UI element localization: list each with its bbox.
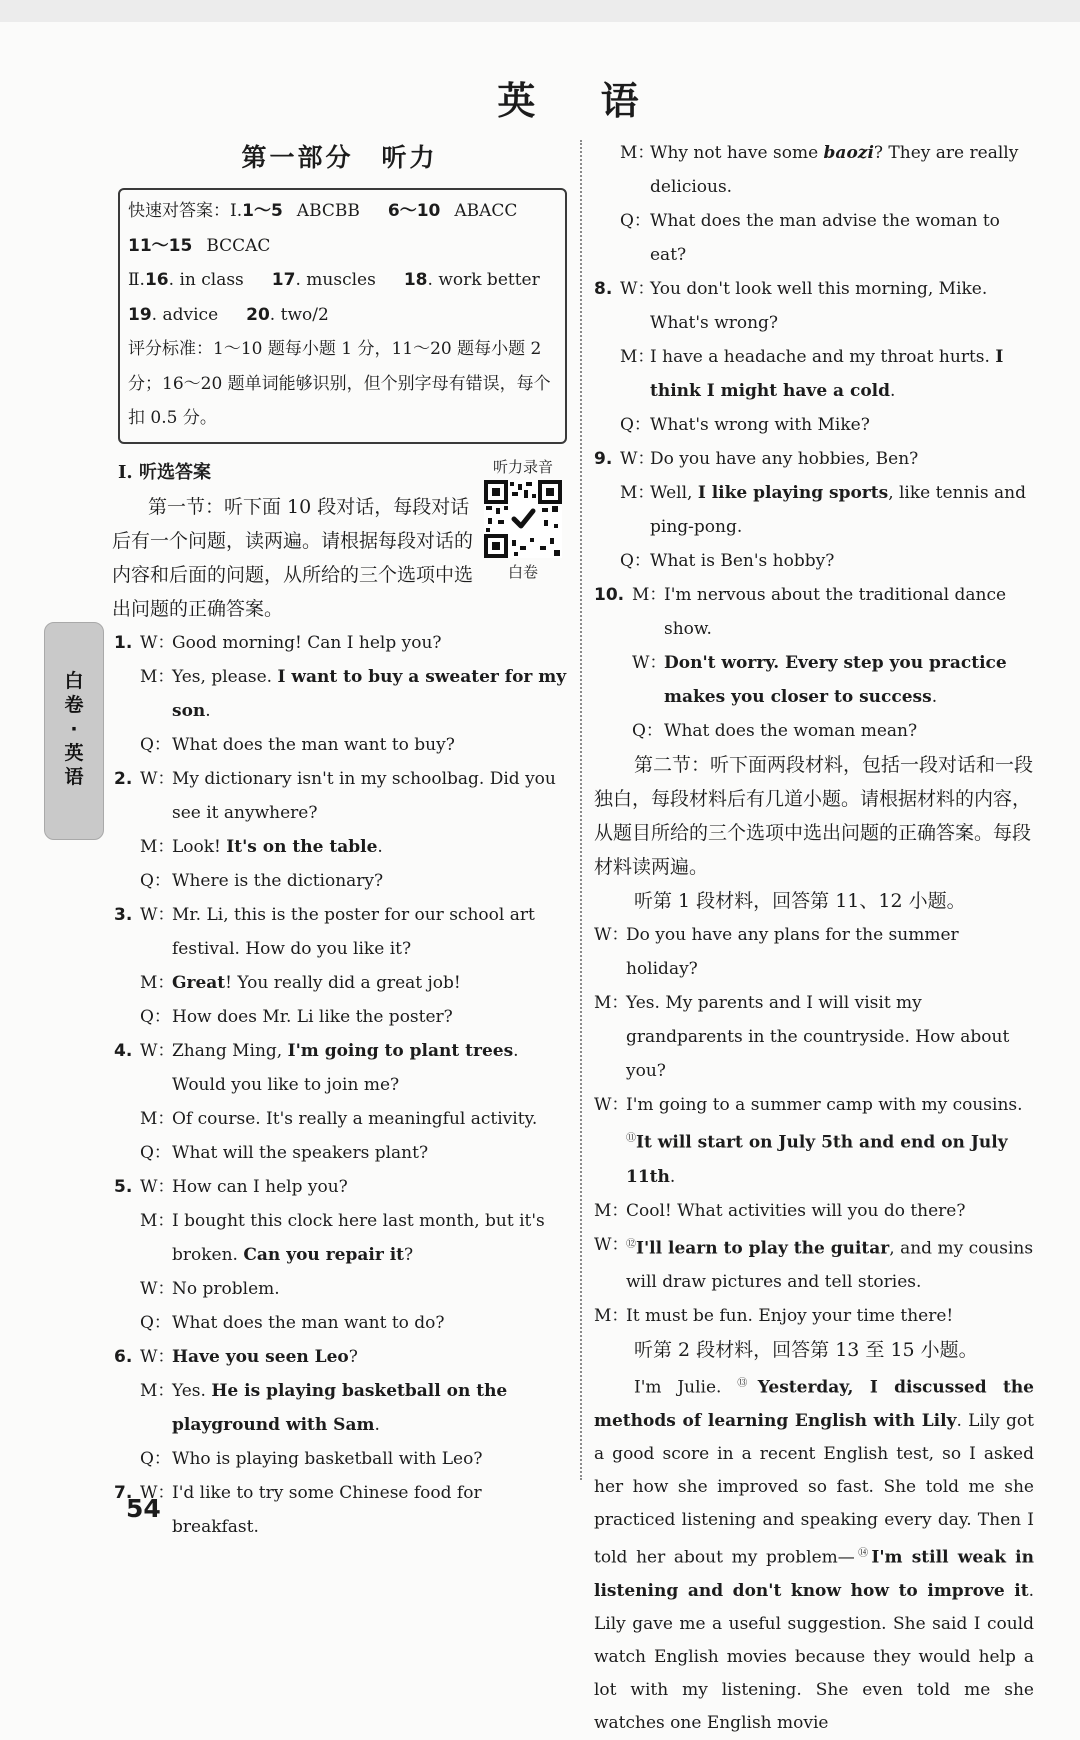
- dialogue-line: [112, 1272, 567, 1306]
- key-phrase: I'm still weak in listening and don't know how to improve it: [594, 1547, 1034, 1601]
- answer-label: Ⅱ.: [128, 270, 145, 290]
- answer-range: 6～10: [387, 201, 441, 221]
- dialogue-text: , and my cousins will draw pictures and tell stories.: [626, 1238, 1034, 1293]
- answer-row-3: Ⅱ.16. in class 17. muscles 18. work better: [128, 270, 540, 290]
- dialogue-line: [112, 626, 567, 660]
- part1-heading: Ⅰ. 听选答案: [118, 461, 211, 483]
- section2-intro: 第二节：听下面两段材料，包括一段对话和一段独白，每段材料后有几道小题。请根据材料的内容，从题目所给的三个选项中选出问题的正确答案。每段材料读两遍。: [594, 754, 1034, 878]
- question-text: What does the woman mean?: [664, 721, 918, 741]
- key-phrase: Great: [172, 972, 226, 993]
- dialogue-text: Look!: [172, 836, 227, 857]
- part1-intro: 第一节：听下面 10 段对话，每段对话后有一个问题，读两遍。请根据每段对话的内容和后面的问题，从所给的三个选项中选出问题的正确答案。: [112, 495, 474, 620]
- dialogue-line: [112, 1476, 567, 1544]
- dialogue-text: Cool! What activities will you do there?: [626, 1200, 966, 1221]
- dialogue-line: [594, 578, 1034, 646]
- dialogue-line: [112, 864, 567, 898]
- speaker: Q：: [620, 551, 651, 571]
- speaker: W：: [140, 904, 175, 925]
- key-phrase: I'll learn to play the guitar: [636, 1238, 890, 1259]
- speaker: W：: [140, 1040, 175, 1061]
- speaker: M：: [140, 1380, 175, 1401]
- question-text: What does the man want to buy?: [172, 734, 455, 755]
- question-number: 1.: [114, 632, 133, 653]
- dialogue-line: [594, 408, 1034, 442]
- dialogue-text: You don't look well this morning, Mike. What's wrong?: [650, 279, 988, 333]
- side-tab: [44, 622, 104, 840]
- key-phrase: baozi: [823, 143, 874, 163]
- material-line: [594, 918, 1034, 986]
- dialogue-line: [594, 136, 1034, 204]
- question-number: 4.: [114, 1040, 133, 1061]
- key-phrase: Don't worry. Every step you practice makes you closer to success: [664, 653, 1007, 707]
- question-text: How does Mr. Li like the poster?: [172, 1006, 453, 1027]
- top-band: [0, 0, 1080, 22]
- question-marker: ⑬: [737, 1378, 758, 1390]
- key-phrase: It will start on July 5th and end on July 11th: [626, 1132, 1008, 1187]
- monologue-part: . Lily gave me a useful suggestion. She said I could watch English movies because they would help a lot with my listening. She even told me she watches one English movie: [594, 1580, 1034, 1733]
- dialogue-line: [594, 340, 1034, 408]
- key-phrase: Have you seen Leo: [172, 1346, 349, 1367]
- key-phrase: He is playing basketball on the playground with Sam: [172, 1380, 508, 1435]
- dialogue-text: How can I help you?: [172, 1176, 348, 1197]
- dialogue-text: I'm nervous about the traditional dance show.: [664, 585, 1007, 639]
- dialogue-text: Good morning! Can I help you?: [172, 632, 442, 653]
- question-number: 7.: [114, 1482, 133, 1503]
- dialogue-text: Why not have some: [650, 143, 824, 163]
- side-tab-char: 英: [64, 742, 84, 764]
- speaker: W：: [632, 653, 667, 673]
- answer-range: 11～15: [128, 235, 193, 256]
- answer-keys: BCCAC: [206, 235, 271, 256]
- dialogue-text: ! You really did a great job!: [225, 972, 461, 993]
- speaker: Q：: [140, 1312, 171, 1333]
- question-text: Who is playing basketball with Leo?: [172, 1448, 483, 1469]
- speaker: W：: [594, 925, 629, 945]
- material1-heading: 听第 1 段材料，回答第 11、12 小题。: [634, 890, 966, 912]
- dialogue-line: [112, 1204, 567, 1272]
- speaker: M：: [594, 1306, 629, 1327]
- question-number: 8.: [594, 279, 613, 299]
- answer-number: 20: [246, 304, 270, 325]
- qr-block: [479, 456, 567, 582]
- answer-word: advice: [162, 304, 219, 325]
- dialogue-text: . Would you like to join me?: [172, 1040, 519, 1095]
- answer-word: two/2: [280, 304, 329, 325]
- answer-row-2: [128, 229, 557, 264]
- speaker: Q：: [140, 734, 171, 755]
- dialogue-text: Yes, please.: [172, 666, 278, 687]
- qr-top-label: 听力录音: [492, 457, 553, 476]
- dialogue-line: [594, 272, 1034, 340]
- dialogue-text: My dictionary isn't in my schoolbag. Did you see it anywhere?: [172, 768, 556, 823]
- dialogue-text: Zhang Ming,: [172, 1040, 288, 1061]
- dialogue-line: [112, 830, 567, 864]
- speaker: W：: [140, 632, 175, 653]
- dialogue-line: [112, 1170, 567, 1204]
- answer-word: muscles: [306, 270, 376, 290]
- dialogue-line: [594, 714, 1034, 748]
- section-title: 第一部分 听力: [241, 143, 438, 172]
- answer-word: work better: [438, 270, 540, 290]
- dialogue-line: [112, 898, 567, 966]
- speaker: W：: [620, 279, 655, 299]
- answer-number: 18: [403, 270, 428, 290]
- answer-number: 17: [271, 270, 296, 290]
- dialogue-text: Do you have any plans for the summer holiday?: [626, 925, 959, 979]
- dialogue-text: Mr. Li, this is the poster for our school art festival. How do you like it?: [172, 904, 535, 959]
- side-tab-char: 卷: [64, 694, 84, 716]
- column-divider: [580, 140, 582, 1480]
- left-column: [112, 136, 567, 1544]
- question-text: What will the speakers plant?: [172, 1142, 429, 1163]
- dialogue-line: [594, 544, 1034, 578]
- speaker: M：: [594, 1200, 629, 1221]
- speaker: M：: [620, 143, 655, 163]
- dialogue-text: No problem.: [172, 1278, 280, 1299]
- key-phrase: I'm going to plant trees: [287, 1040, 514, 1061]
- dialogue-text: I'm going to a summer camp with my cousins.: [626, 1095, 1023, 1115]
- answer-number: 16: [144, 270, 169, 290]
- speaker: Q：: [140, 1142, 171, 1163]
- dialogue-line: [594, 646, 1034, 714]
- dialogue-line: [112, 762, 567, 830]
- answer-row-4: 19. advice 20. two/2: [128, 304, 329, 325]
- speaker: M：: [140, 1210, 175, 1231]
- answer-label: 快速对答案：Ⅰ.: [128, 201, 243, 221]
- dialogue-line: [112, 1000, 567, 1034]
- question-text: Where is the dictionary?: [172, 870, 384, 891]
- question-text: What is Ben's hobby?: [650, 551, 835, 571]
- question-number: 9.: [594, 449, 613, 469]
- dialogue-text: .: [669, 1166, 676, 1187]
- material-line: [594, 1228, 1034, 1300]
- dialogue-text: .: [931, 687, 938, 707]
- dialogue-text: Do you have any hobbies, Ben?: [650, 449, 919, 469]
- qr-bottom-label: 白卷: [507, 562, 538, 581]
- dialogue-text: Yes.: [172, 1380, 212, 1401]
- dialogue-line: [112, 966, 567, 1000]
- question-text: What does the man want to do?: [172, 1312, 445, 1333]
- dialogue-text: I have a headache and my throat hurts.: [650, 347, 996, 367]
- dialogue-line: [112, 1374, 567, 1442]
- key-phrase: I want to buy a sweater for my son: [172, 666, 567, 721]
- speaker: W：: [620, 449, 655, 469]
- answer-keys: ABACC: [454, 201, 518, 221]
- question-number: 3.: [114, 904, 133, 925]
- dialogue-text: .: [377, 836, 383, 857]
- dialogue-text: I'd like to try some Chinese food for breakfast.: [172, 1482, 482, 1537]
- answer-keys: ABCBB: [296, 201, 360, 221]
- key-phrase: Yesterday, I discussed the methods of learning English with Lily: [594, 1377, 1034, 1431]
- dialogue-line: [112, 1442, 567, 1476]
- speaker: M：: [140, 1108, 175, 1129]
- question-text: What does the man advise the woman to eat?: [650, 211, 1000, 265]
- material-line: [594, 986, 1034, 1088]
- dialogue-text: It must be fun. Enjoy your time there!: [626, 1306, 954, 1327]
- dialogue-line: [594, 204, 1034, 272]
- speaker: W：: [140, 1482, 175, 1503]
- speaker: M：: [140, 666, 175, 687]
- dialogue-text: Of course. It's really a meaningful activity.: [172, 1108, 538, 1129]
- speaker: Q：: [632, 721, 663, 741]
- key-phrase: It's on the table: [226, 836, 378, 857]
- answer-row-1: [128, 194, 557, 229]
- dialogue-text: Well,: [650, 483, 698, 503]
- dialogue-text: ? They are really delicious.: [650, 143, 1019, 197]
- dialogue-text: ?: [348, 1346, 358, 1367]
- quick-answer-box: [118, 188, 567, 444]
- dialogue-text: .: [205, 700, 211, 721]
- page-title: 英 语: [497, 78, 665, 123]
- monologue-part: I'm Julie.: [634, 1377, 738, 1398]
- speaker: W：: [140, 1278, 175, 1299]
- qr-code-icon[interactable]: [484, 480, 562, 558]
- material-line: [594, 1194, 1034, 1228]
- dialogue-line: [112, 660, 567, 728]
- dialogue-text: , like tennis and ping-pong.: [650, 483, 1026, 537]
- question-number: 10.: [594, 585, 625, 605]
- dialogue-line: [594, 442, 1034, 476]
- dialogue-text: I bought this clock here last month, but it's broken.: [172, 1210, 545, 1265]
- answer-number: 19: [128, 304, 152, 325]
- dialogue-line: [112, 1340, 567, 1374]
- speaker: W：: [140, 768, 175, 789]
- side-tab-char: 白: [64, 670, 84, 692]
- page-number: 54: [126, 1494, 161, 1523]
- question-marker: ⑪: [626, 1133, 636, 1144]
- question-number: 6.: [114, 1346, 133, 1367]
- dialogue-line: [112, 1034, 567, 1102]
- side-tab-char: 语: [64, 766, 84, 788]
- dialogue-text: Yes. My parents and I will visit my grandparents in the countryside. How about you?: [626, 993, 1010, 1081]
- part1-block: [112, 456, 567, 626]
- material2-heading: 听第 2 段材料，回答第 13 至 15 小题。: [634, 1339, 978, 1362]
- speaker: Q：: [140, 870, 171, 891]
- scoring-criteria: 评分标准：1～10 题每小题 1 分，11～20 题每小题 2 分；16～20 题单词能够识别，但个别字母有错误，每个扣 0.5 分。: [128, 339, 551, 428]
- speaker: W：: [140, 1176, 175, 1197]
- speaker: M：: [620, 347, 655, 367]
- dialogue-line: [594, 476, 1034, 544]
- dialogue-line: [112, 1306, 567, 1340]
- speaker: W：: [594, 1234, 629, 1255]
- dialogue-text: .: [374, 1414, 380, 1435]
- speaker: M：: [620, 483, 655, 503]
- side-tab-label: [45, 669, 103, 789]
- speaker: W：: [140, 1346, 175, 1367]
- question-marker: ⑭: [854, 1547, 872, 1559]
- dialogue-text: .: [890, 381, 896, 401]
- question-number: 5.: [114, 1176, 133, 1197]
- speaker: Q：: [620, 415, 651, 435]
- monologue-part: . Lily got a good score in a recent English test, so I asked her how she improved so fast. She told me she practiced listening and speaking every day. Then I told her about my problem—: [594, 1410, 1034, 1568]
- speaker: M：: [594, 993, 629, 1013]
- question-marker: ⑫: [626, 1238, 636, 1250]
- speaker: W：: [594, 1095, 629, 1115]
- speaker: M：: [140, 972, 175, 993]
- speaker: Q：: [620, 211, 651, 231]
- answer-range: 1～5: [242, 201, 283, 221]
- key-phrase: I like playing sports: [697, 483, 889, 503]
- speaker: M：: [140, 836, 175, 857]
- monologue-text: [594, 1367, 1034, 1739]
- question-text: What's wrong with Mike?: [650, 415, 870, 435]
- dialogue-line: [112, 1102, 567, 1136]
- material-line: [594, 1299, 1034, 1333]
- material-line: [594, 1088, 1034, 1194]
- key-phrase: I think I might have a cold: [650, 347, 1004, 401]
- right-column: [594, 136, 1034, 1740]
- dialogue-line: [112, 728, 567, 762]
- dialogue-line: [112, 1136, 567, 1170]
- speaker: Q：: [140, 1006, 171, 1027]
- question-number: 2.: [114, 768, 133, 789]
- key-phrase: Can you repair it: [243, 1244, 405, 1265]
- dialogue-text: ?: [404, 1244, 414, 1265]
- speaker: Q：: [140, 1448, 171, 1469]
- speaker: M：: [632, 585, 667, 605]
- answer-word: in class: [179, 270, 244, 290]
- side-tab-char: ·: [70, 718, 78, 740]
